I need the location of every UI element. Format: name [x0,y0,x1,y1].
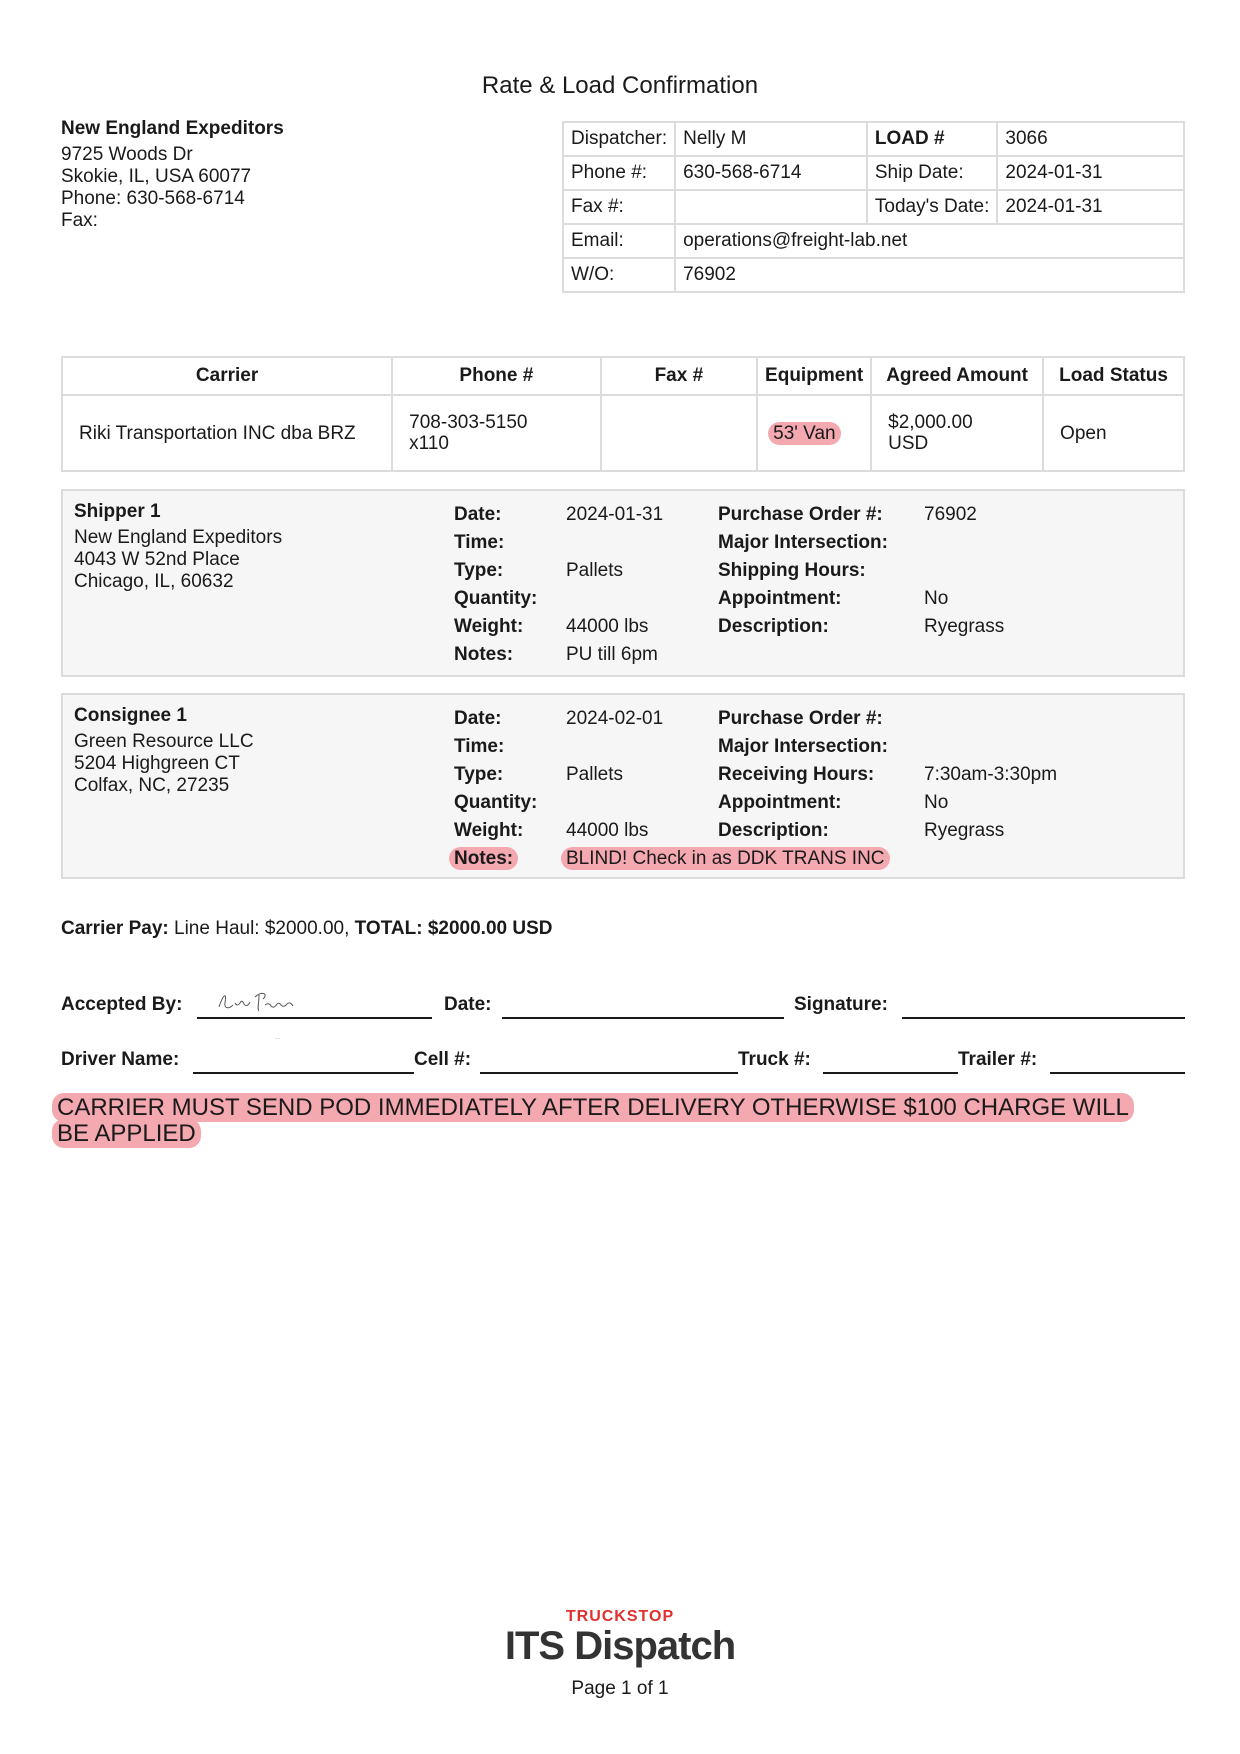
shipper-weight-label: Weight: [454,616,524,637]
consignee-type-label: Type: [454,764,504,785]
carrier-phone [392,395,600,471]
consignee-labels [454,705,537,873]
shipper-labels [454,501,537,669]
shipper-time-label: Time: [454,532,505,553]
signature-image [215,989,335,1040]
company-address-line2: Skokie, IL, USA 60077 [61,166,252,187]
truck-label: Truck #: [738,1049,811,1070]
pod-warning [52,1095,1132,1147]
carrier-pay [61,918,552,940]
consignee-intersection [924,733,1057,761]
consignee-appointment-label: Appointment: [718,792,842,813]
consignee-appointment: No [924,792,949,813]
consignee-weight-label: Weight: [454,820,524,841]
fax-label: Fax #: [563,190,675,224]
shipper-address-line2: Chicago, IL, 60632 [74,571,234,592]
driver-name-label: Driver Name: [61,1049,180,1070]
shipper-date: 2024-01-31 [566,504,664,525]
shipper-hours-label: Shipping Hours: [718,560,866,581]
header-load-status: Load Status [1043,357,1184,395]
signature-line[interactable] [902,993,1185,1019]
carrier-pay-label: Carrier Pay: [61,918,169,939]
email-label: Email: [563,224,675,258]
shipper-description-label: Description: [718,616,829,637]
cell-line[interactable] [480,1048,738,1074]
company-address-line1: 9725 Woods Dr [61,144,193,165]
fax-value [675,190,867,224]
shipper-description: Ryegrass [924,616,1005,637]
shipper-quantity [566,585,663,613]
company-phone: Phone: 630-568-6714 [61,188,245,209]
shipper-appointment: No [924,588,949,609]
wo-label: W/O: [563,258,675,292]
shipper-weight: 44000 lbs [566,616,649,637]
todays-date-label: Today's Date: [867,190,998,224]
dispatcher-value: Nelly M [675,122,867,156]
equipment-value: 53' Van [768,422,840,445]
trailer-line[interactable] [1050,1048,1185,1074]
truck-line[interactable] [823,1048,958,1074]
company-fax: Fax: [61,210,98,231]
consignee-hours-label: Receiving Hours: [718,764,875,785]
equipment-cell [757,395,871,471]
consignee-address-line1: 5204 Highgreen CT [74,753,240,774]
company-name: New England Expeditors [61,118,284,139]
shipper-values [566,501,663,669]
header-agreed-amount: Agreed Amount [871,357,1043,395]
date-label: Date: [444,994,492,1015]
logo-truckstop: TRUCKSTOP [565,1608,675,1625]
shipper-time [566,529,663,557]
table-row [62,395,1184,471]
header-carrier: Carrier [62,357,392,395]
email-value: operations@freight-lab.net [675,224,1184,258]
accepted-by-label: Accepted By: [61,994,183,1015]
pod-warning-text: CARRIER MUST SEND POD IMMEDIATELY AFTER DELIVERY OTHERWISE $100 CHARGE WILL BE APPLIED [52,1093,1134,1148]
load-status: Open [1043,395,1184,471]
consignee-hours: 7:30am-3:30pm [924,764,1058,785]
cell-label: Cell #: [414,1049,472,1070]
shipper-notes-label: Notes: [454,644,514,665]
pay-total: TOTAL: $2000.00 USD [354,918,553,939]
todays-date-value: 2024-01-31 [997,190,1184,224]
agreed-amount-value: $2,000.00 [888,412,973,433]
shipper-po: 76902 [924,504,977,525]
load-info-table [562,121,1185,293]
dispatcher-label: Dispatcher: [563,122,675,156]
header-phone: Phone # [392,357,600,395]
consignee-address [74,731,254,797]
consignee-labels-2 [718,705,888,845]
consignee-type: Pallets [566,764,624,785]
consignee-values-2 [924,705,1057,845]
shipper-section [61,489,1185,677]
agreed-amount [871,395,1043,471]
shipper-quantity-label: Quantity: [454,588,538,609]
shipper-hours [924,557,1004,585]
consignee-quantity-label: Quantity: [454,792,538,813]
carrier-table [61,356,1185,472]
consignee-description: Ryegrass [924,820,1005,841]
carrier-name: Riki Transportation INC dba BRZ [62,395,392,471]
consignee-description-label: Description: [718,820,829,841]
consignee-time-label: Time: [454,736,505,757]
phone-label: Phone #: [563,156,675,190]
consignee-date-label: Date: [454,708,502,729]
shipper-address [74,527,282,593]
trailer-label: Trailer #: [958,1049,1038,1070]
shipper-title: Shipper 1 [74,501,161,522]
consignee-po [924,705,1057,733]
shipper-type-label: Type: [454,560,504,581]
shipper-date-label: Date: [454,504,502,525]
consignee-notes: BLIND! Check in as DDK TRANS INC [561,847,890,870]
logo-its-dispatch: ITS Dispatch [504,1624,736,1668]
consignee-section [61,693,1185,879]
page-number: Page 1 of 1 [571,1678,669,1699]
shipper-intersection-label: Major Intersection: [718,532,888,553]
header-equipment: Equipment [757,357,871,395]
signature-label: Signature: [794,994,888,1015]
consignee-title: Consignee 1 [74,705,187,726]
shipper-intersection [924,529,1004,557]
consignee-intersection-label: Major Intersection: [718,736,888,757]
consignee-date: 2024-02-01 [566,708,664,729]
shipper-po-label: Purchase Order #: [718,504,883,525]
shipper-type: Pallets [566,560,624,581]
phone-value: 630-568-6714 [675,156,867,190]
accepted-by-line [197,993,432,1040]
company-block [61,118,284,232]
ship-date-label: Ship Date: [867,156,998,190]
shipper-values-2 [924,501,1004,641]
consignee-po-label: Purchase Order #: [718,708,883,729]
shipper-name: New England Expeditors [74,527,283,548]
agreed-amount-currency: USD [888,433,929,454]
line-haul: Line Haul: $2000.00, [174,918,350,939]
date-line[interactable] [502,993,784,1019]
load-number-value: 3066 [997,122,1184,156]
shipper-address-line1: 4043 W 52nd Place [74,549,240,570]
consignee-weight: 44000 lbs [566,820,649,841]
carrier-phone-ext: x110 [409,433,449,454]
consignee-notes-row [566,845,890,873]
driver-name-line[interactable] [193,1048,414,1074]
shipper-notes: PU till 6pm [566,644,658,665]
signature-name: Linda Ferrer [275,1039,281,1040]
header-fax: Fax # [601,357,758,395]
carrier-fax [601,395,758,471]
shipper-labels-2 [718,501,888,641]
load-number-label: LOAD # [867,122,998,156]
ship-date-value: 2024-01-31 [997,156,1184,190]
consignee-address-line2: Colfax, NC, 27235 [74,775,230,796]
shipper-appointment-label: Appointment: [718,588,842,609]
wo-value: 76902 [675,258,1184,292]
carrier-phone-number: 708-303-5150 [409,412,528,433]
consignee-notes-label-row [454,845,537,873]
document-title: Rate & Load Confirmation [481,72,759,99]
consignee-notes-label: Notes: [449,847,518,870]
consignee-name: Green Resource LLC [74,731,254,752]
